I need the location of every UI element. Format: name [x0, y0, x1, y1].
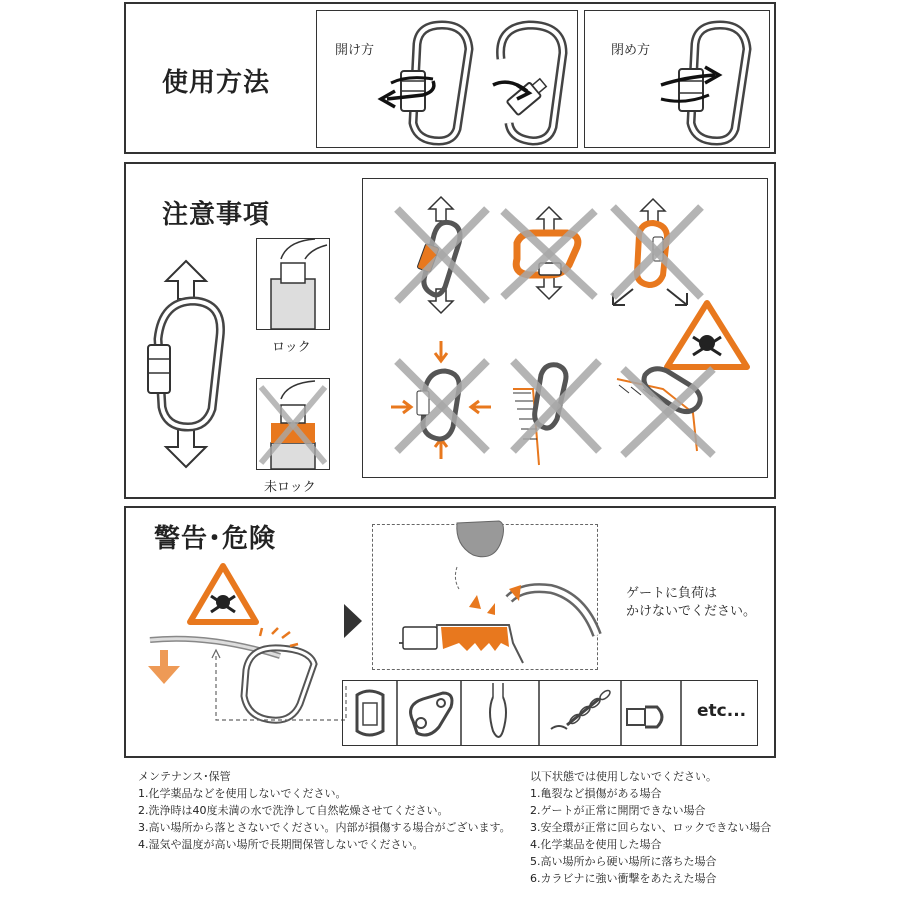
misuse-examples-illustrations: [363, 179, 767, 477]
compression-load-icon: [391, 341, 491, 459]
carabiner-load-axis-icon: [136, 259, 236, 469]
unlock-detail-panel: [256, 378, 330, 470]
do-not-use-item: 3.安全環が正常に回らない、ロックできない場合: [530, 821, 772, 834]
crossload-sideways-icon: [397, 197, 487, 313]
do-not-use-notes: [530, 768, 771, 887]
carabiner-closing-icon: [665, 19, 755, 144]
crossload-horizontal-icon: [503, 207, 595, 299]
incompatible-items-strip: [342, 680, 758, 746]
open-method-label: 開け方: [335, 43, 375, 58]
maintenance-heading: メンテナンス･保管: [138, 770, 231, 783]
edge-load-icon: [513, 361, 599, 465]
caution-section: [124, 162, 776, 499]
warning-section: [124, 506, 776, 758]
carabiner-gate-open-icon: [487, 19, 577, 144]
misuse-examples-panel: [362, 178, 768, 478]
caution-title: 注意事項: [162, 200, 271, 230]
gate-load-illustration: [150, 626, 350, 732]
crossload-three-way-icon: [613, 199, 701, 305]
maintenance-item: 2.洗浄時は40度未満の水で洗浄して自然乾燥させてください。: [138, 804, 449, 817]
do-not-use-item: 6.カラビナに強い衝撃をあたえた場合: [530, 872, 717, 885]
usage-section: [124, 2, 776, 154]
lock-detail-panel: [256, 238, 330, 330]
do-not-use-item: 5.高い場所から硬い場所に落ちた場合: [530, 855, 717, 868]
maintenance-item: 3.高い場所から落とさないでください。内部が損傷する場合がございます。: [138, 821, 511, 834]
incompatible-items-illustrations: [343, 681, 757, 745]
do-not-use-item: 4.化学薬品を使用した場合: [530, 838, 662, 851]
gate-broken-illustration: [373, 525, 597, 669]
maintenance-item: 4.湿気や温度が高い場所で長期間保管しないでください。: [138, 838, 424, 851]
usage-title: 使用方法: [162, 68, 271, 98]
gate-load-note-line2: かけないでください。: [626, 604, 757, 619]
gate-load-note-line1: ゲートに負荷は: [626, 586, 718, 601]
close-method-panel: [584, 10, 770, 148]
open-method-panel: [316, 10, 578, 148]
do-not-use-item: 1.亀裂など損傷がある場合: [530, 787, 662, 800]
do-not-use-heading: 以下状態では使用しないでください。: [530, 770, 717, 783]
maintenance-item: 1.化学薬品などを使用しないでください。: [138, 787, 347, 800]
warning-title: 警告･危険: [154, 524, 277, 554]
gate-unlocked-icon: [257, 379, 329, 469]
carabiner-opening-icon: [387, 19, 477, 144]
unlock-label: 未ロック: [264, 480, 316, 495]
gate-locked-icon: [257, 239, 329, 329]
lock-label: ロック: [272, 340, 311, 355]
danger-triangle-icon: [186, 562, 260, 626]
play-arrow-icon: [344, 604, 362, 638]
etc-label: etc...: [697, 701, 747, 721]
danger-triangle-icon-small: [667, 303, 747, 367]
do-not-use-item: 2.ゲートが正常に開閉できない場合: [530, 804, 706, 817]
gate-damage-zoom-panel: [372, 524, 598, 670]
close-method-label: 閉め方: [611, 43, 651, 58]
maintenance-notes: [138, 768, 511, 853]
over-edge-load-icon: [617, 369, 713, 455]
